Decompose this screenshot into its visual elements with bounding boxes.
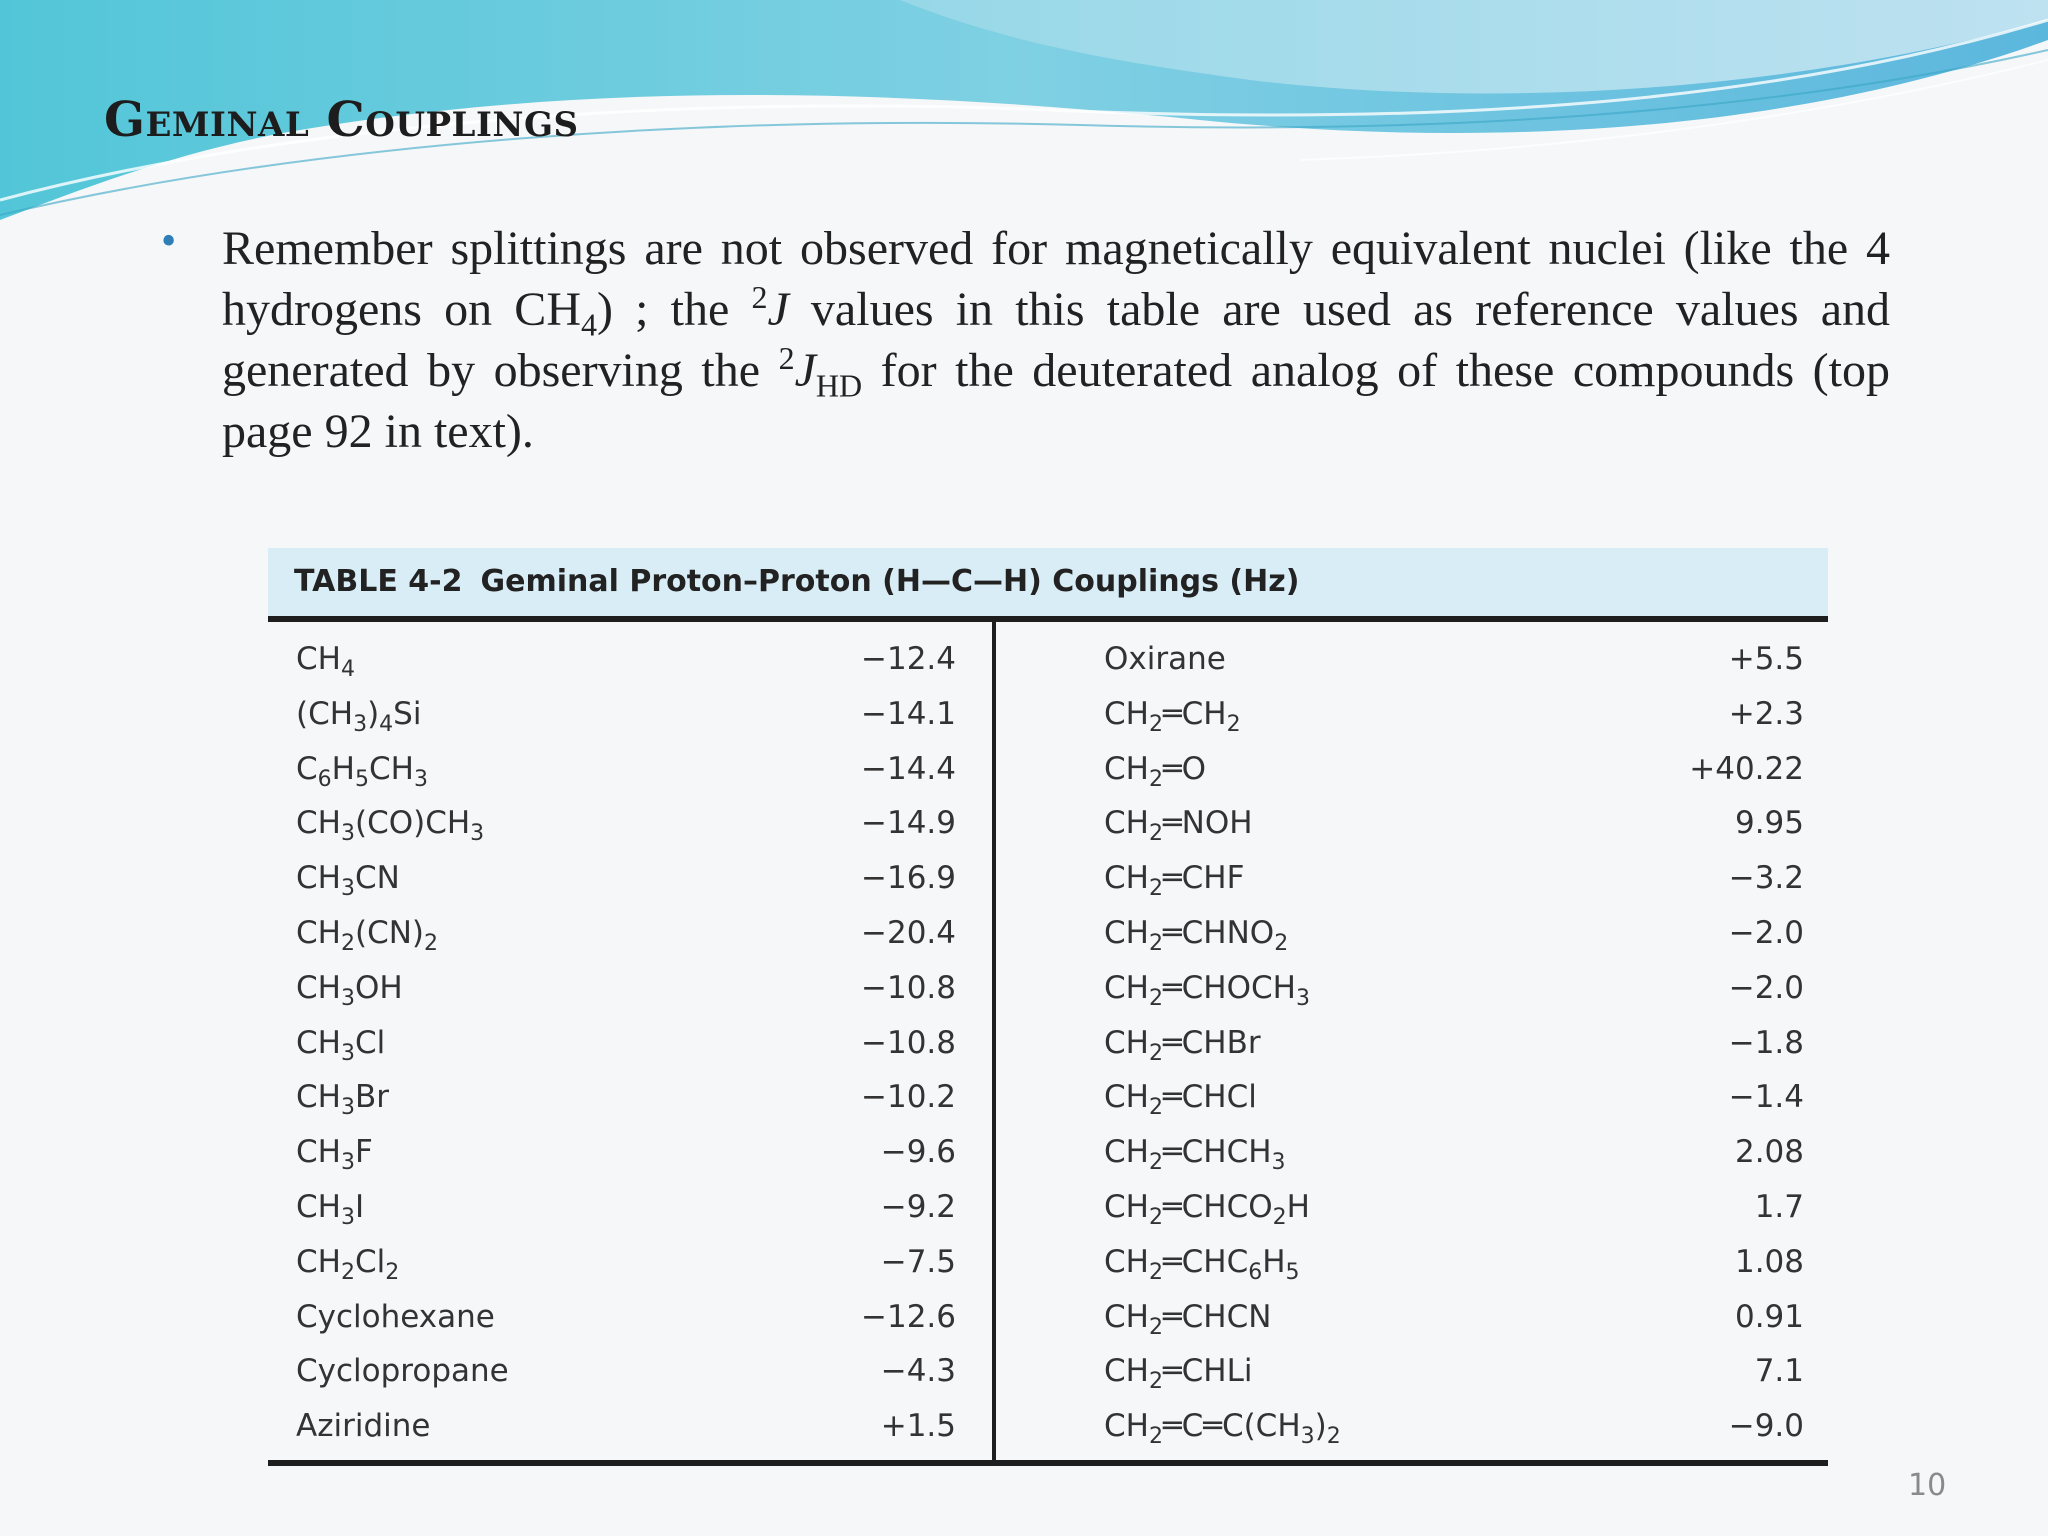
compound-name: $CH_2═CHF$ (1104, 860, 1245, 902)
compound-name: $CH_2═CHCH_3$ (1104, 1134, 1286, 1176)
compound-name: $CH_2═CHBr$ (1104, 1024, 1261, 1066)
table-row (296, 796, 956, 851)
coupling-value: −10.8 (861, 969, 956, 1006)
compound-name: Oxirane (1104, 641, 1226, 677)
table-right-column (1104, 632, 1804, 1454)
coupling-table (268, 548, 1828, 1476)
coupling-value: −12.6 (861, 1298, 956, 1335)
compound-name: $CH_2═CHC_6H_5$ (1104, 1243, 1300, 1285)
coupling-value: −12.4 (861, 641, 956, 677)
table-row (1104, 1235, 1804, 1290)
compound-name: $CH_2(CN)_2$ (296, 914, 438, 957)
table-row (296, 1125, 956, 1180)
compound-name: $CH_3CN$ (296, 860, 400, 902)
table-row (1104, 1180, 1804, 1235)
compound-name: $CH_2Cl_2$ (296, 1243, 400, 1285)
table-bottom-rule (268, 1460, 1828, 1466)
compound-name: Cyclopropane (296, 1353, 509, 1390)
table-row (1104, 906, 1804, 961)
compound-name: $CH_2═C═C(CH_3)_2$ (1104, 1408, 1341, 1450)
coupling-value: −14.1 (861, 695, 956, 732)
coupling-value: −20.4 (861, 914, 956, 951)
bullet-point (150, 218, 1890, 462)
table-row (296, 1344, 956, 1399)
compound-name: $CH_3F$ (296, 1134, 373, 1176)
table-row (1104, 632, 1804, 687)
table-row (296, 1399, 956, 1454)
coupling-value: −9.2 (880, 1188, 956, 1225)
compound-name: Cyclohexane (296, 1298, 495, 1335)
table-row (296, 1235, 956, 1290)
compound-name: $(CH_3)_4Si$ (296, 695, 422, 737)
page-number: 10 (1908, 1468, 1947, 1503)
table-row (296, 742, 956, 797)
compound-name: $CH_2═CH_2$ (1104, 695, 1241, 737)
coupling-value: −1.4 (1728, 1079, 1804, 1116)
coupling-value: −1.8 (1728, 1024, 1804, 1061)
coupling-value: −14.9 (861, 805, 956, 842)
coupling-value: −10.8 (861, 1024, 956, 1061)
coupling-value: 9.95 (1734, 805, 1804, 842)
table-row (1104, 1125, 1804, 1180)
table-row (1104, 687, 1804, 742)
table-row (296, 687, 956, 742)
compound-name: $CH_2═CHNO_2$ (1104, 914, 1289, 957)
table-row (296, 1070, 956, 1125)
table-row (1104, 742, 1804, 797)
table-row (1104, 1344, 1804, 1399)
compound-name: $CH_2═CHCO_2H$ (1104, 1188, 1310, 1231)
compound-name: Aziridine (296, 1408, 431, 1445)
compound-name: $CH_2═NOH$ (1104, 805, 1253, 847)
table-row (296, 906, 956, 961)
table-row (1104, 1399, 1804, 1454)
table-row (1104, 851, 1804, 906)
compound-name: $CH_4$ (296, 641, 355, 683)
coupling-value: +40.22 (1689, 750, 1804, 787)
compound-name: $CH_2═CHOCH_3$ (1104, 969, 1310, 1011)
coupling-value: −3.2 (1728, 860, 1804, 897)
compound-name: $CH_2═CHCN$ (1104, 1298, 1272, 1340)
coupling-value: −16.9 (861, 860, 956, 897)
table-row (296, 1180, 956, 1235)
table-title: Geminal Proton–Proton (H—C—H) Couplings (Hz) (480, 564, 1300, 599)
coupling-value: −9.0 (1728, 1408, 1804, 1445)
coupling-value: −4.3 (880, 1353, 956, 1390)
table-column-divider (992, 622, 996, 1460)
coupling-value: +5.5 (1728, 641, 1804, 677)
table-header (268, 548, 1828, 616)
table-row (296, 1290, 956, 1345)
table-top-rule (268, 616, 1828, 622)
coupling-value: −10.2 (861, 1079, 956, 1116)
compound-name: $CH_3OH$ (296, 969, 403, 1011)
table-label: TABLE 4-2 (294, 564, 463, 599)
coupling-value: +2.3 (1728, 695, 1804, 732)
table-row (296, 632, 956, 687)
compound-name: $CH_3(CO)CH_3$ (296, 805, 485, 847)
compound-name: $C_6H_5CH_3$ (296, 750, 428, 792)
coupling-value: −2.0 (1728, 914, 1804, 951)
coupling-value: −7.5 (880, 1243, 956, 1280)
compound-name: $CH_3Cl$ (296, 1024, 386, 1066)
compound-name: $CH_2═O$ (1104, 750, 1207, 792)
coupling-value: −14.4 (861, 750, 956, 787)
table-row (1104, 1070, 1804, 1125)
compound-name: $CH_2═CHLi$ (1104, 1353, 1253, 1395)
coupling-value: 1.08 (1734, 1243, 1804, 1280)
coupling-value: +1.5 (880, 1408, 956, 1445)
table-row (296, 851, 956, 906)
table-row (1104, 796, 1804, 851)
compound-name: $CH_3I$ (296, 1188, 365, 1231)
table-row (296, 961, 956, 1016)
compound-name: $CH_2═CHCl$ (1104, 1079, 1257, 1121)
slide-title: Geminal Couplings (104, 92, 579, 148)
table-row (1104, 1016, 1804, 1071)
coupling-value: −9.6 (880, 1134, 956, 1171)
coupling-value: 2.08 (1734, 1134, 1804, 1171)
table-left-column (296, 632, 956, 1454)
coupling-value: 0.91 (1734, 1298, 1804, 1335)
compound-name: $CH_3Br$ (296, 1079, 389, 1121)
table-row (296, 1016, 956, 1071)
table-row (1104, 961, 1804, 1016)
coupling-value: 1.7 (1754, 1188, 1804, 1225)
coupling-value: 7.1 (1754, 1353, 1804, 1390)
bullet-text: Remember splittings are not observed for magnetically equivalent nuclei (like the 4 hydrogens on $CH_4$) ; the $^2$J values in this table are used as reference values and generated by observing the $^2J_{HD}$ for the deuterated analog of these compounds (top page 92 in text). (222, 222, 1891, 458)
bullet-dot-icon: • (158, 222, 180, 263)
table-row (1104, 1290, 1804, 1345)
coupling-value: −2.0 (1728, 969, 1804, 1006)
